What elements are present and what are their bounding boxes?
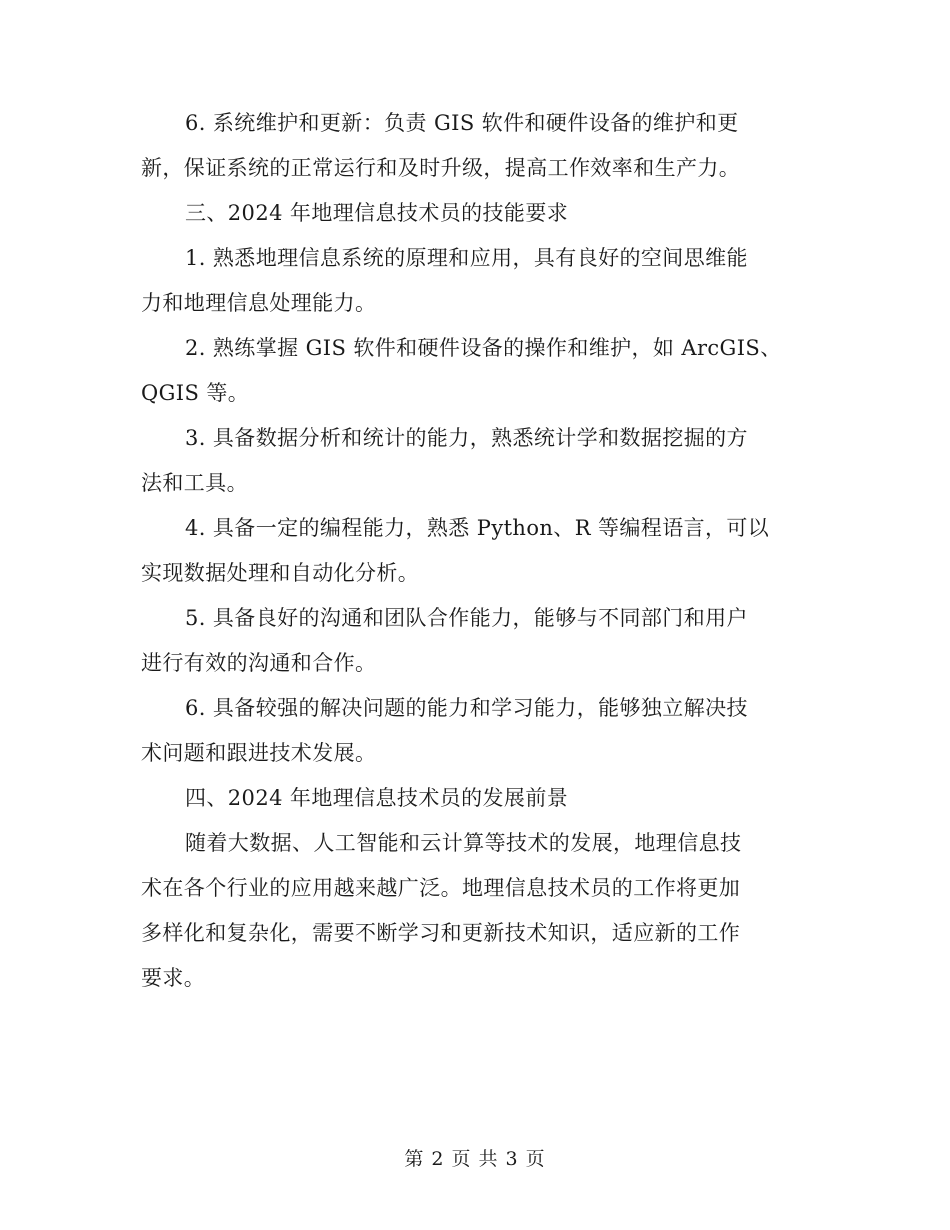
text-line: 2. 熟练掌握 GIS 软件和硬件设备的操作和维护，如 ArcGIS、: [185, 336, 782, 360]
text-line: 力和地理信息处理能力。: [141, 291, 377, 315]
page-footer: [0, 1144, 950, 1174]
text-line: 实现数据处理和自动化分析。: [141, 561, 420, 585]
heading-text: 三、2024 年地理信息技术员的技能要求: [185, 201, 569, 225]
text-line: 进行有效的沟通和合作。: [141, 651, 377, 675]
text-line: 6. 具备较强的解决问题的能力和学习能力，能够独立解决技: [185, 696, 748, 720]
text-line: 1. 熟悉地理信息系统的原理和应用，具有良好的空间思维能: [185, 246, 748, 270]
paragraph-skill-4: [141, 506, 809, 596]
text-line: 6. 系统维护和更新：负责 GIS 软件和硬件设备的维护和更: [185, 111, 739, 135]
text-line: 随着大数据、人工智能和云计算等技术的发展，地理信息技: [185, 831, 742, 855]
text-line: 3. 具备数据分析和统计的能力，熟悉统计学和数据挖掘的方: [185, 426, 748, 450]
paragraph-prospects: [141, 821, 809, 1001]
paragraph-skill-2: [141, 326, 809, 416]
paragraph-skill-3: [141, 416, 809, 506]
text-line: 4. 具备一定的编程能力，熟悉 Python、R 等编程语言，可以: [185, 516, 770, 540]
paragraph-skill-5: [141, 596, 809, 686]
text-line: 5. 具备良好的沟通和团队合作能力，能够与不同部门和用户: [185, 606, 748, 630]
text-line: 新，保证系统的正常运行和及时升级，提高工作效率和生产力。: [141, 156, 741, 180]
text-line: 术问题和跟进技术发展。: [141, 741, 377, 765]
document-body: [141, 101, 809, 1001]
section-heading-prospects: [141, 776, 809, 821]
text-line: 法和工具。: [141, 471, 248, 495]
text-line: 术在各个行业的应用越来越广泛。地理信息技术员的工作将更加: [141, 876, 741, 900]
section-heading-skills: [141, 191, 809, 236]
page-number: 第 2 页 共 3 页: [404, 1148, 546, 1170]
text-line: QGIS 等。: [141, 381, 250, 405]
paragraph-item-6-maintenance: [141, 101, 809, 191]
paragraph-skill-6: [141, 686, 809, 776]
heading-text: 四、2024 年地理信息技术员的发展前景: [185, 786, 569, 810]
paragraph-skill-1: [141, 236, 809, 326]
text-line: 多样化和复杂化，需要不断学习和更新技术知识，适应新的工作: [141, 921, 741, 945]
text-line: 要求。: [141, 966, 206, 990]
